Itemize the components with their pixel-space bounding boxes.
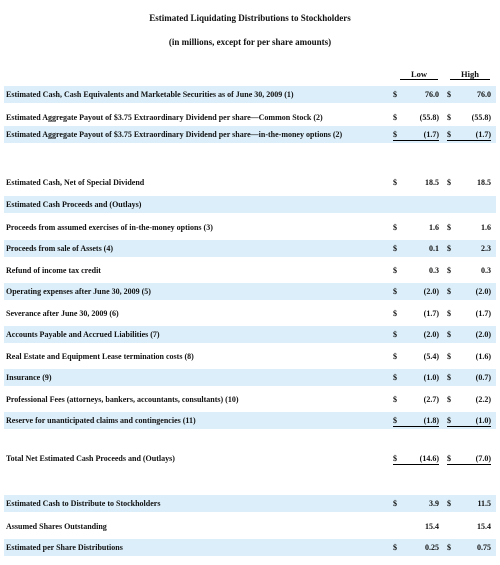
currency-symbol: $ bbox=[447, 416, 451, 425]
value-low: (55.8) bbox=[419, 113, 439, 122]
row-label: Assumed Shares Outstanding bbox=[6, 522, 107, 531]
cell-high bbox=[447, 305, 491, 322]
row-label: Proceeds from assumed exercises of in-the-money options (3) bbox=[6, 223, 213, 232]
currency-symbol: $ bbox=[447, 130, 451, 139]
cell-low bbox=[393, 240, 439, 257]
value-low: (1.8) bbox=[423, 416, 439, 425]
value-low: (2.7) bbox=[423, 395, 439, 404]
cell-high bbox=[447, 196, 491, 213]
value-low: 0.1 bbox=[429, 244, 439, 253]
underline-rule bbox=[393, 426, 439, 427]
value-low: (1.0) bbox=[423, 373, 439, 382]
cell-high bbox=[447, 369, 491, 386]
currency-symbol: $ bbox=[447, 178, 451, 187]
value-high: 2.3 bbox=[481, 244, 491, 253]
table-row bbox=[4, 412, 496, 429]
currency-symbol: $ bbox=[447, 90, 451, 99]
row-label: Refund of income tax credit bbox=[6, 266, 101, 275]
underline-rule bbox=[447, 140, 491, 141]
value-high: 1.6 bbox=[481, 223, 491, 232]
currency-symbol: $ bbox=[393, 395, 397, 404]
table-row bbox=[4, 348, 496, 365]
value-low: 15.4 bbox=[425, 522, 439, 531]
cell-high bbox=[447, 495, 491, 512]
cell-high bbox=[447, 86, 491, 103]
value-high: 76.0 bbox=[477, 90, 491, 99]
currency-symbol: $ bbox=[447, 395, 451, 404]
row-label: Estimated Cash to Distribute to Stockholders bbox=[6, 499, 161, 508]
currency-symbol: $ bbox=[447, 223, 451, 232]
cell-high bbox=[447, 518, 491, 535]
row-label: Total Net Estimated Cash Proceeds and (Outlays) bbox=[6, 454, 175, 463]
currency-symbol: $ bbox=[393, 266, 397, 275]
value-high: (1.0) bbox=[475, 416, 491, 425]
cell-high bbox=[447, 348, 491, 365]
cell-high bbox=[447, 126, 491, 143]
currency-symbol: $ bbox=[393, 287, 397, 296]
cell-high bbox=[447, 174, 491, 191]
currency-symbol: $ bbox=[393, 130, 397, 139]
row-label: Accounts Payable and Accrued Liabilities (7) bbox=[6, 330, 160, 339]
underline-rule bbox=[447, 464, 491, 465]
value-low: (2.0) bbox=[423, 287, 439, 296]
row-label: Professional Fees (attorneys, bankers, accountants, consultants) (10) bbox=[6, 395, 239, 404]
currency-symbol: $ bbox=[393, 416, 397, 425]
cell-high bbox=[447, 240, 491, 257]
cell-high bbox=[447, 283, 491, 300]
value-low: (1.7) bbox=[423, 309, 439, 318]
cell-low bbox=[393, 196, 439, 213]
value-high: (1.7) bbox=[475, 130, 491, 139]
cell-low bbox=[393, 109, 439, 126]
table-row bbox=[4, 326, 496, 343]
currency-symbol: $ bbox=[447, 330, 451, 339]
value-low: 76.0 bbox=[425, 90, 439, 99]
value-low: 3.9 bbox=[429, 499, 439, 508]
cell-low bbox=[393, 495, 439, 512]
currency-symbol: $ bbox=[447, 309, 451, 318]
value-high: 0.3 bbox=[481, 266, 491, 275]
cell-low bbox=[393, 450, 439, 467]
value-high: 0.75 bbox=[477, 543, 491, 552]
table-subtitle: (in millions, except for per share amounts) bbox=[168, 37, 332, 47]
row-label: Severance after June 30, 2009 (6) bbox=[6, 309, 119, 318]
value-low: 18.5 bbox=[425, 178, 439, 187]
currency-symbol: $ bbox=[447, 266, 451, 275]
row-label: Operating expenses after June 30, 2009 (5) bbox=[6, 287, 151, 296]
value-high: (55.8) bbox=[471, 113, 491, 122]
currency-symbol: $ bbox=[393, 454, 397, 463]
currency-symbol: $ bbox=[447, 113, 451, 122]
cell-high bbox=[447, 262, 491, 279]
currency-symbol: $ bbox=[393, 352, 397, 361]
row-label: Estimated per Share Distributions bbox=[6, 543, 123, 552]
currency-symbol: $ bbox=[393, 223, 397, 232]
cell-low bbox=[393, 86, 439, 103]
table-title: Estimated Liquidating Distributions to Stockholders bbox=[149, 13, 351, 23]
cell-low bbox=[393, 326, 439, 343]
cell-low bbox=[393, 391, 439, 408]
cell-high bbox=[447, 412, 491, 429]
cell-high bbox=[447, 539, 491, 556]
value-high: (1.7) bbox=[475, 309, 491, 318]
table-row bbox=[4, 283, 496, 300]
currency-symbol: $ bbox=[447, 373, 451, 382]
value-low: (14.6) bbox=[419, 454, 439, 463]
cell-low bbox=[393, 369, 439, 386]
currency-symbol: $ bbox=[447, 499, 451, 508]
currency-symbol: $ bbox=[393, 543, 397, 552]
table-row bbox=[4, 369, 496, 386]
table-row bbox=[4, 196, 496, 213]
row-label: Proceeds from sale of Assets (4) bbox=[6, 244, 114, 253]
cell-low bbox=[393, 305, 439, 322]
cell-high bbox=[447, 109, 491, 126]
table-row bbox=[4, 219, 496, 236]
table-row bbox=[4, 495, 496, 512]
cell-high bbox=[447, 219, 491, 236]
cell-low bbox=[393, 283, 439, 300]
currency-symbol: $ bbox=[393, 373, 397, 382]
currency-symbol: $ bbox=[393, 178, 397, 187]
currency-symbol: $ bbox=[447, 287, 451, 296]
value-high: (0.7) bbox=[475, 373, 491, 382]
table-row bbox=[4, 126, 496, 143]
cell-low bbox=[393, 348, 439, 365]
row-label: Estimated Cash, Cash Equivalents and Marketable Securities as of June 30, 2009 (1) bbox=[6, 90, 294, 99]
table-row bbox=[4, 109, 496, 126]
row-label: Estimated Aggregate Payout of $3.75 Extraordinary Dividend per share—Common Stock (2) bbox=[6, 113, 323, 122]
value-low: (1.7) bbox=[423, 130, 439, 139]
currency-symbol: $ bbox=[393, 330, 397, 339]
currency-symbol: $ bbox=[447, 244, 451, 253]
column-header-high: High bbox=[450, 69, 490, 80]
underline-rule bbox=[393, 140, 439, 141]
cell-low bbox=[393, 539, 439, 556]
value-high: 15.4 bbox=[477, 522, 491, 531]
table-row bbox=[4, 450, 496, 467]
cell-low bbox=[393, 262, 439, 279]
table-row bbox=[4, 262, 496, 279]
cell-low bbox=[393, 412, 439, 429]
cell-high bbox=[447, 326, 491, 343]
currency-symbol: $ bbox=[393, 499, 397, 508]
row-label: Insurance (9) bbox=[6, 373, 52, 382]
currency-symbol: $ bbox=[447, 352, 451, 361]
table-row bbox=[4, 86, 496, 103]
value-high: (2.2) bbox=[475, 395, 491, 404]
value-low: 1.6 bbox=[429, 223, 439, 232]
cell-high bbox=[447, 391, 491, 408]
table-row bbox=[4, 518, 496, 535]
column-header-low: Low bbox=[400, 69, 438, 80]
value-high: 18.5 bbox=[477, 178, 491, 187]
underline-rule bbox=[447, 426, 491, 427]
value-high: (2.0) bbox=[475, 287, 491, 296]
row-label: Real Estate and Equipment Lease termination costs (8) bbox=[6, 352, 194, 361]
table-row bbox=[4, 539, 496, 556]
currency-symbol: $ bbox=[393, 90, 397, 99]
currency-symbol: $ bbox=[393, 244, 397, 253]
row-label: Reserve for unanticipated claims and contingencies (11) bbox=[6, 416, 196, 425]
cell-low bbox=[393, 219, 439, 236]
row-label: Estimated Aggregate Payout of $3.75 Extraordinary Dividend per share—in-the-money options (2) bbox=[6, 130, 343, 139]
cell-low bbox=[393, 126, 439, 143]
currency-symbol: $ bbox=[393, 113, 397, 122]
row-label: Estimated Cash, Net of Special Dividend bbox=[6, 178, 145, 187]
table-row bbox=[4, 240, 496, 257]
value-low: 0.25 bbox=[425, 543, 439, 552]
value-low: 0.3 bbox=[429, 266, 439, 275]
value-low: (2.0) bbox=[423, 330, 439, 339]
currency-symbol: $ bbox=[447, 454, 451, 463]
table-row bbox=[4, 391, 496, 408]
value-high: 11.5 bbox=[477, 499, 491, 508]
cell-low bbox=[393, 174, 439, 191]
value-high: (7.0) bbox=[475, 454, 491, 463]
value-high: (2.0) bbox=[475, 330, 491, 339]
value-low: (5.4) bbox=[423, 352, 439, 361]
value-high: (1.6) bbox=[475, 352, 491, 361]
table-row bbox=[4, 174, 496, 191]
underline-rule bbox=[393, 464, 439, 465]
row-label: Estimated Cash Proceeds and (Outlays) bbox=[6, 200, 142, 209]
table-row bbox=[4, 305, 496, 322]
currency-symbol: $ bbox=[393, 309, 397, 318]
cell-low bbox=[393, 518, 439, 535]
cell-high bbox=[447, 450, 491, 467]
currency-symbol: $ bbox=[447, 543, 451, 552]
